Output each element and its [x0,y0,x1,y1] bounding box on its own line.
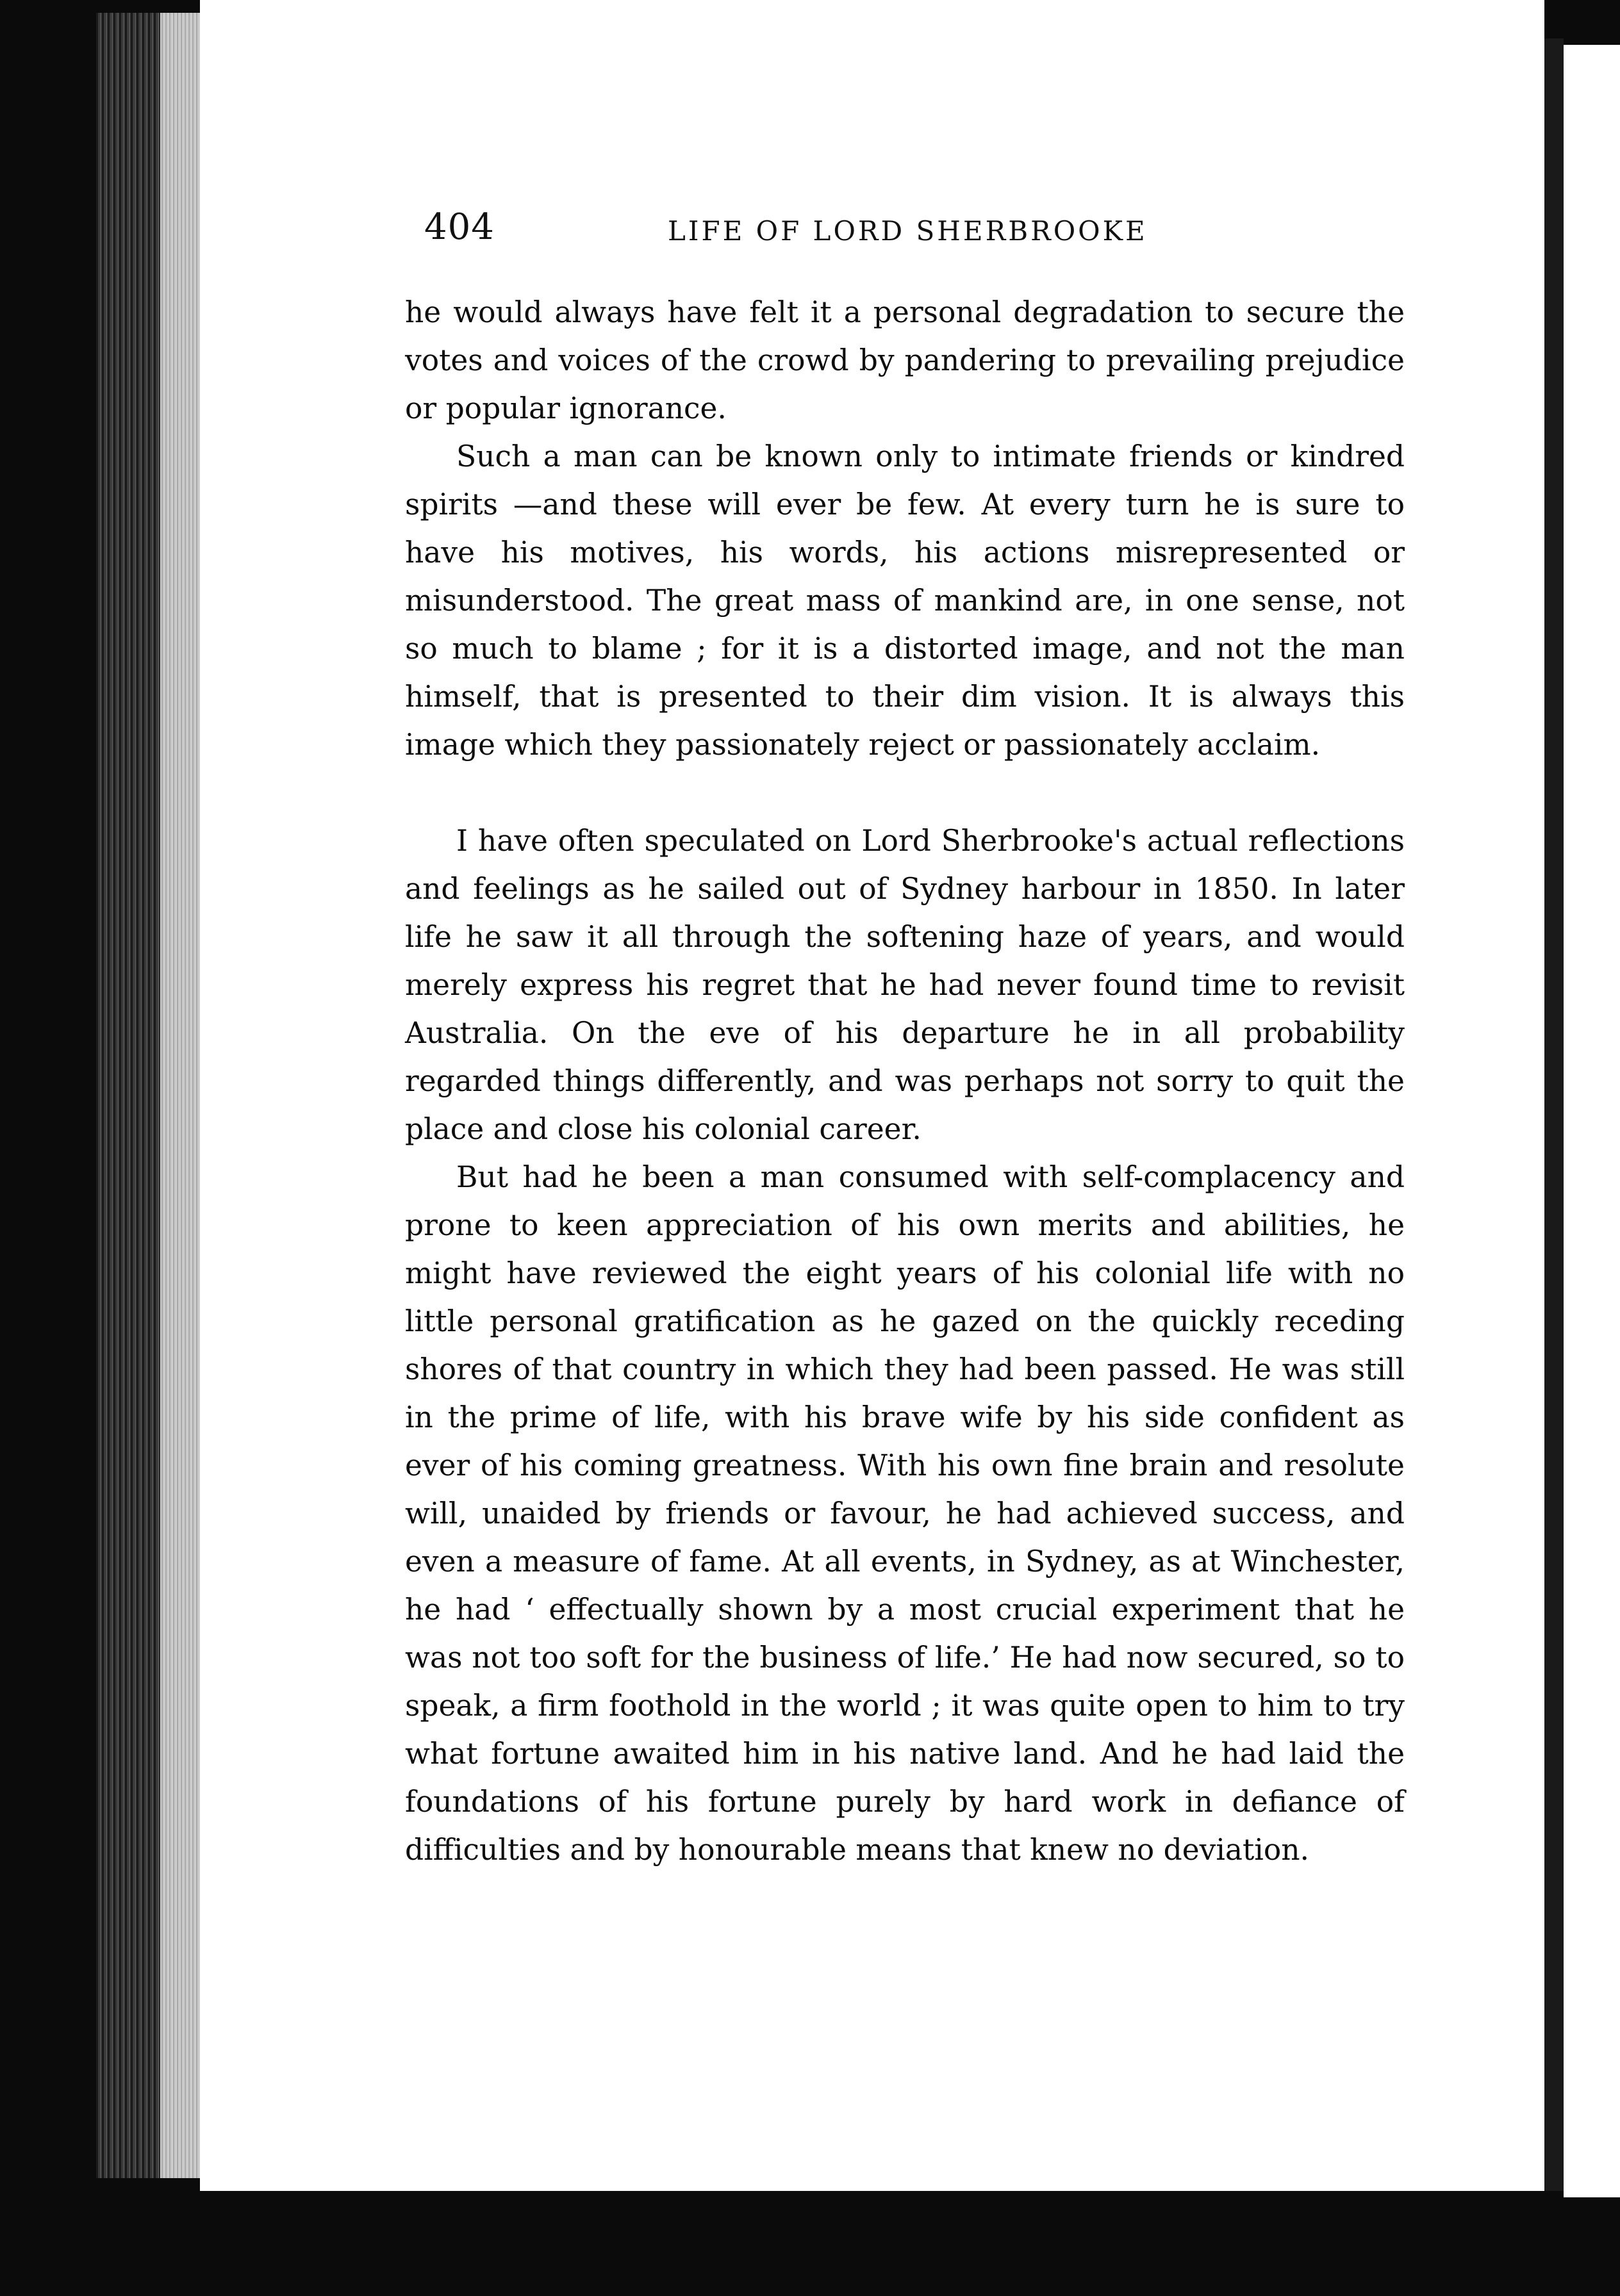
paragraph: Such a man can be known only to intimate friends or kindred spirits —and these will ever be few. At every turn he is sure to have his motives, his words, his actions misrepresented or misunderstood. The great mass of mankind are, in one sense, not so much to blame ; for it is a distorted image, and not the man himself, that is presented to their dim vision. It is always this image which they passionately reject or passionately acclaim. [405,439,1405,762]
paragraph: I have often speculated on Lord Sherbrooke's actual reflections and feelings as he sailed out of Sydney harbour in 1850. In later life he saw it all through the softening haze of years, and would merely express his regret that he had never found time to revisit Australia. On the eve of his departure he in all probability regarded things differently, and was perhaps not sorry to quit the place and close his colonial career. [405,824,1405,1146]
page-edge-stack-light [160,13,205,2178]
paragraph-continuation: he would always have felt it a personal degradation to secure the votes and voices of the crowd by pandering to prevailing prejudice or popular ignorance. [405,295,1405,425]
page-header [424,206,1206,258]
gutter-shadow [1544,38,1564,2191]
running-head: LIFE OF LORD SHERBROOKE [668,215,1148,247]
section-break [405,769,1405,817]
page-number: 404 [424,206,495,248]
paragraph: But had he been a man consumed with self-complacency and prone to keen appreciation of his own merits and abilities, he might have reviewed the eight years of his colonial life with no little personal gratification as he gazed on the quickly receding shores of that country in which they had been passed. He was still in the prime of life, with his brave wife by his side confident as ever of his coming greatness. With his own fine brain and resolute will, unaided by friends or favour, he had achieved success, and even a measure of fame. At all events, in Sydney, as at Winchester, he had ‘ effectually shown by a most crucial experiment that he was not too soft for the business of life.’ He had now secured, so to speak, a firm foothold in the world ; it was quite open to him to try what fortune awaited him in his native land. And he had laid the foundations of his fortune purely by hard work in defiance of difficulties and by honourable means that knew no deviation. [405,1160,1405,1867]
facing-page-edge [1564,45,1620,2197]
body-text [405,288,1405,1874]
